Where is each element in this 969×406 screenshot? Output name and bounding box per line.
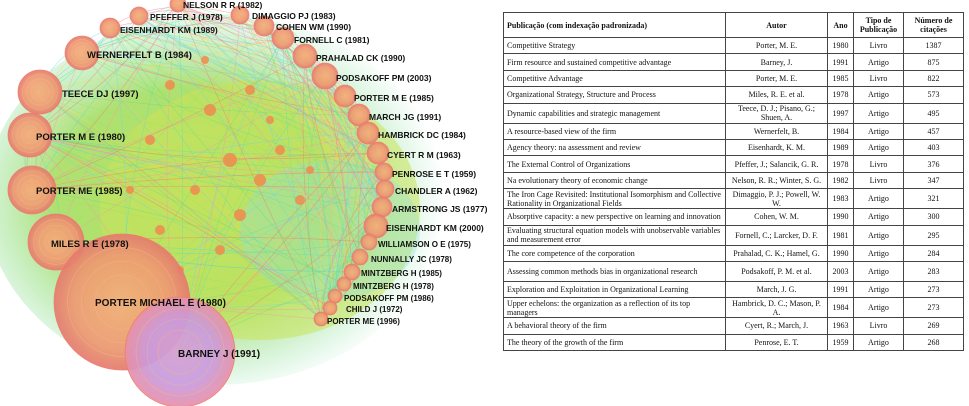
cell-pub: Competitive Strategy: [504, 38, 726, 54]
cell-autor: Cyert, R.; March, J.: [726, 318, 828, 334]
cell-pub: Exploration and Exploitation in Organizational Learning: [504, 281, 726, 297]
node-label: MILES R E (1978): [51, 239, 129, 250]
cell-cit: 273: [904, 281, 964, 297]
node-label: MINTZBERG H (1978): [353, 282, 434, 291]
cell-pub: Dynamic capabilities and strategic management: [504, 103, 726, 123]
node-label: PORTER M E (1985): [354, 93, 434, 103]
network-minor-node: [234, 209, 246, 221]
table-row: [504, 334, 964, 350]
network-node: [357, 122, 379, 144]
node-label: PORTER MICHAEL E (1980): [95, 298, 226, 309]
cell-cit: 403: [904, 139, 964, 155]
cell-autor: Fornell, C.; Larcker, D. F.: [726, 225, 828, 245]
cell-pub: Absorptive capacity: a new perspective on learning and innovation: [504, 209, 726, 225]
citations-table-container: [503, 12, 963, 351]
cell-ano: 1982: [828, 172, 854, 188]
cell-cit: 268: [904, 334, 964, 350]
node-label: NELSON R R (1982): [183, 0, 263, 10]
node-label: PRAHALAD CK (1990): [316, 53, 406, 63]
cell-autor: Porter, M. E.: [726, 70, 828, 86]
node-label: MARCH JG (1991): [369, 112, 442, 122]
cell-autor: March, J. G.: [726, 281, 828, 297]
cell-autor: Dimaggio, P. J.; Powell, W. W.: [726, 189, 828, 209]
network-minor-node: [155, 225, 165, 235]
cell-ano: 1984: [828, 298, 854, 318]
cell-tipo: Artigo: [854, 103, 904, 123]
node-label: PODSAKOFF PM (1986): [344, 294, 434, 303]
cell-autor: Penrose, E. T.: [726, 334, 828, 350]
cell-cit: 457: [904, 123, 964, 139]
network-minor-node: [165, 80, 175, 90]
cell-ano: 1978: [828, 87, 854, 103]
cell-ano: 1991: [828, 281, 854, 297]
network-minor-node: [275, 145, 285, 155]
cell-pub: The theory of the growth of the firm: [504, 334, 726, 350]
cell-tipo: Livro: [854, 70, 904, 86]
network-node: [367, 142, 389, 164]
node-label: CHANDLER A (1962): [395, 186, 478, 196]
table-row: [504, 87, 964, 103]
node-label: PORTER ME (1985): [36, 186, 123, 197]
cell-cit: 295: [904, 225, 964, 245]
node-label: ARMSTRONG JS (1977): [392, 204, 488, 214]
table-row: [504, 281, 964, 297]
cell-ano: 1985: [828, 70, 854, 86]
table-row: [504, 209, 964, 225]
network-node: [376, 180, 394, 198]
network-node: [361, 234, 377, 250]
network-node: [352, 249, 368, 265]
network-minor-node: [254, 174, 266, 186]
cell-cit: 1387: [904, 38, 964, 54]
cell-autor: Teece, D. J.; Pisano, G.; Shuen, A.: [726, 103, 828, 123]
cell-tipo: Artigo: [854, 261, 904, 281]
cell-autor: Pfeffer, J.; Salancik, G. R.: [726, 156, 828, 172]
cell-pub: A resource-based view of the firm: [504, 123, 726, 139]
header-publicacao: Publicação (com indexação padronizada): [504, 13, 726, 38]
node-label: PFEFFER J (1978): [150, 12, 223, 22]
cell-tipo: Artigo: [854, 209, 904, 225]
cell-ano: 1980: [828, 38, 854, 54]
network-node: [18, 70, 62, 114]
table-row: [504, 245, 964, 261]
network-minor-node: [145, 135, 155, 145]
network-node: [337, 277, 351, 291]
table-row: [504, 189, 964, 209]
cell-tipo: Artigo: [854, 334, 904, 350]
header-citacoes: Número de citações: [904, 13, 964, 38]
node-label: CHILD J (1972): [346, 305, 403, 314]
node-label: TEECE DJ (1997): [62, 89, 139, 100]
cell-ano: 1981: [828, 225, 854, 245]
node-label: WERNERFELT B (1984): [87, 50, 192, 61]
table-row: [504, 54, 964, 70]
table-row: [504, 318, 964, 334]
network-node: [312, 63, 338, 89]
cell-ano: 1978: [828, 156, 854, 172]
header-tipo: Tipo de Publicação: [854, 13, 904, 38]
cell-pub: Competitive Advantage: [504, 70, 726, 86]
cell-ano: 1963: [828, 318, 854, 334]
cell-autor: Miles, R. E. et al.: [726, 87, 828, 103]
node-label: EISENHARDT KM (1989): [120, 25, 218, 35]
cell-tipo: Artigo: [854, 139, 904, 155]
cell-pub: Agency theory: na assessment and review: [504, 139, 726, 155]
cell-tipo: Livro: [854, 172, 904, 188]
cell-ano: 1990: [828, 245, 854, 261]
node-label: BARNEY J (1991): [178, 349, 261, 360]
cell-pub: Na evolutionary theory of economic change: [504, 172, 726, 188]
node-label: WILLIAMSON O E (1975): [378, 240, 471, 249]
network-node: [334, 85, 356, 107]
table-row: [504, 172, 964, 188]
network-minor-node: [266, 116, 274, 124]
cell-pub: The core competence of the corporation: [504, 245, 726, 261]
cell-autor: Porter, M. E.: [726, 38, 828, 54]
cell-cit: 875: [904, 54, 964, 70]
cell-cit: 300: [904, 209, 964, 225]
cell-cit: 321: [904, 189, 964, 209]
node-label: DIMAGGIO PJ (1983): [252, 11, 336, 21]
network-node: [314, 312, 328, 326]
cell-tipo: Livro: [854, 156, 904, 172]
cell-cit: 284: [904, 245, 964, 261]
table-row: [504, 38, 964, 54]
table-row: [504, 70, 964, 86]
cell-autor: Prahalad, C. K.; Hamel, G.: [726, 245, 828, 261]
cell-pub: Firm resource and sustained competitive advantage: [504, 54, 726, 70]
node-label: COHEN WM (1990): [276, 22, 352, 32]
network-minor-node: [201, 56, 209, 64]
node-label: PORTER ME (1996): [327, 317, 400, 326]
network-minor-node: [190, 185, 200, 195]
cell-autor: Barney, J.: [726, 54, 828, 70]
cell-ano: 2003: [828, 261, 854, 281]
cell-cit: 376: [904, 156, 964, 172]
cell-ano: 1959: [828, 334, 854, 350]
node-label: HAMBRICK DC (1984): [378, 130, 466, 140]
cell-tipo: Artigo: [854, 281, 904, 297]
network-minor-node: [306, 166, 314, 174]
node-label: PENROSE E T (1959): [392, 169, 477, 179]
network-node: [293, 44, 317, 68]
cell-pub: Upper echelons: the organization as a reflection of its top managers: [504, 298, 726, 318]
cell-ano: 1984: [828, 123, 854, 139]
table-row: [504, 123, 964, 139]
node-label: NUNNALLY JC (1978): [371, 255, 452, 264]
cell-autor: Nelson, R. R.; Winter, S. G.: [726, 172, 828, 188]
cell-tipo: Artigo: [854, 225, 904, 245]
table-row: [504, 261, 964, 281]
cell-tipo: Artigo: [854, 123, 904, 139]
cell-cit: 822: [904, 70, 964, 86]
cell-pub: A behavioral theory of the firm: [504, 318, 726, 334]
network-node: [100, 18, 120, 38]
cell-tipo: Artigo: [854, 298, 904, 318]
cell-ano: 1989: [828, 139, 854, 155]
cell-pub: The External Control of Organizations: [504, 156, 726, 172]
cell-cit: 495: [904, 103, 964, 123]
cell-tipo: Artigo: [854, 189, 904, 209]
cell-autor: Wernerfelt, B.: [726, 123, 828, 139]
cell-ano: 1991: [828, 54, 854, 70]
cell-cit: 347: [904, 172, 964, 188]
cell-ano: 1997: [828, 103, 854, 123]
cell-autor: Cohen, W. M.: [726, 209, 828, 225]
table-row: [504, 298, 964, 318]
node-label: PODSAKOFF PM (2003): [336, 73, 432, 83]
network-minor-node: [223, 153, 237, 167]
node-label: CYERT R M (1963): [387, 150, 461, 160]
node-label: MINTZBERG H (1985): [361, 269, 442, 278]
header-ano: Ano: [828, 13, 854, 38]
header-autor: Autor: [726, 13, 828, 38]
table-row: [504, 103, 964, 123]
citations-table: [503, 12, 964, 351]
cell-ano: 1990: [828, 209, 854, 225]
cell-tipo: Artigo: [854, 87, 904, 103]
node-label: FORNELL C (1981): [294, 35, 370, 45]
cell-tipo: Livro: [854, 318, 904, 334]
table-row: [504, 139, 964, 155]
cell-autor: Podsakoff, P. M. et al.: [726, 261, 828, 281]
cell-cit: 269: [904, 318, 964, 334]
table-body: [504, 38, 964, 351]
table-header-row: [504, 13, 964, 38]
cell-pub: Assessing common methods bias in organizational research: [504, 261, 726, 281]
cell-cit: 573: [904, 87, 964, 103]
node-label: EISENHARDT KM (2000): [386, 223, 484, 233]
table-row: [504, 156, 964, 172]
network-minor-node: [215, 245, 225, 255]
node-label: PORTER M E (1980): [36, 132, 126, 143]
cell-autor: Hambrick, D. C.; Mason, P. A.: [726, 298, 828, 318]
cell-tipo: Artigo: [854, 54, 904, 70]
network-node: [130, 7, 148, 25]
cell-cit: 283: [904, 261, 964, 281]
network-minor-node: [126, 186, 134, 194]
cell-cit: 273: [904, 298, 964, 318]
cell-pub: The Iron Cage Revisited: Institutional Isomorphism and Collective Rationality in Organizational Fields: [504, 189, 726, 209]
cell-pub: Evaluating structural equation models with unobservable variables and measurement error: [504, 225, 726, 245]
network-minor-node: [295, 195, 305, 205]
cell-pub: Organizational Strategy, Structure and Process: [504, 87, 726, 103]
cell-ano: 1983: [828, 189, 854, 209]
cell-autor: Eisenhardt, K. M.: [726, 139, 828, 155]
cell-tipo: Artigo: [854, 245, 904, 261]
cell-tipo: Livro: [854, 38, 904, 54]
network-node: [375, 163, 393, 181]
network-minor-node: [204, 104, 216, 116]
table-row: [504, 225, 964, 245]
network-minor-node: [245, 85, 255, 95]
